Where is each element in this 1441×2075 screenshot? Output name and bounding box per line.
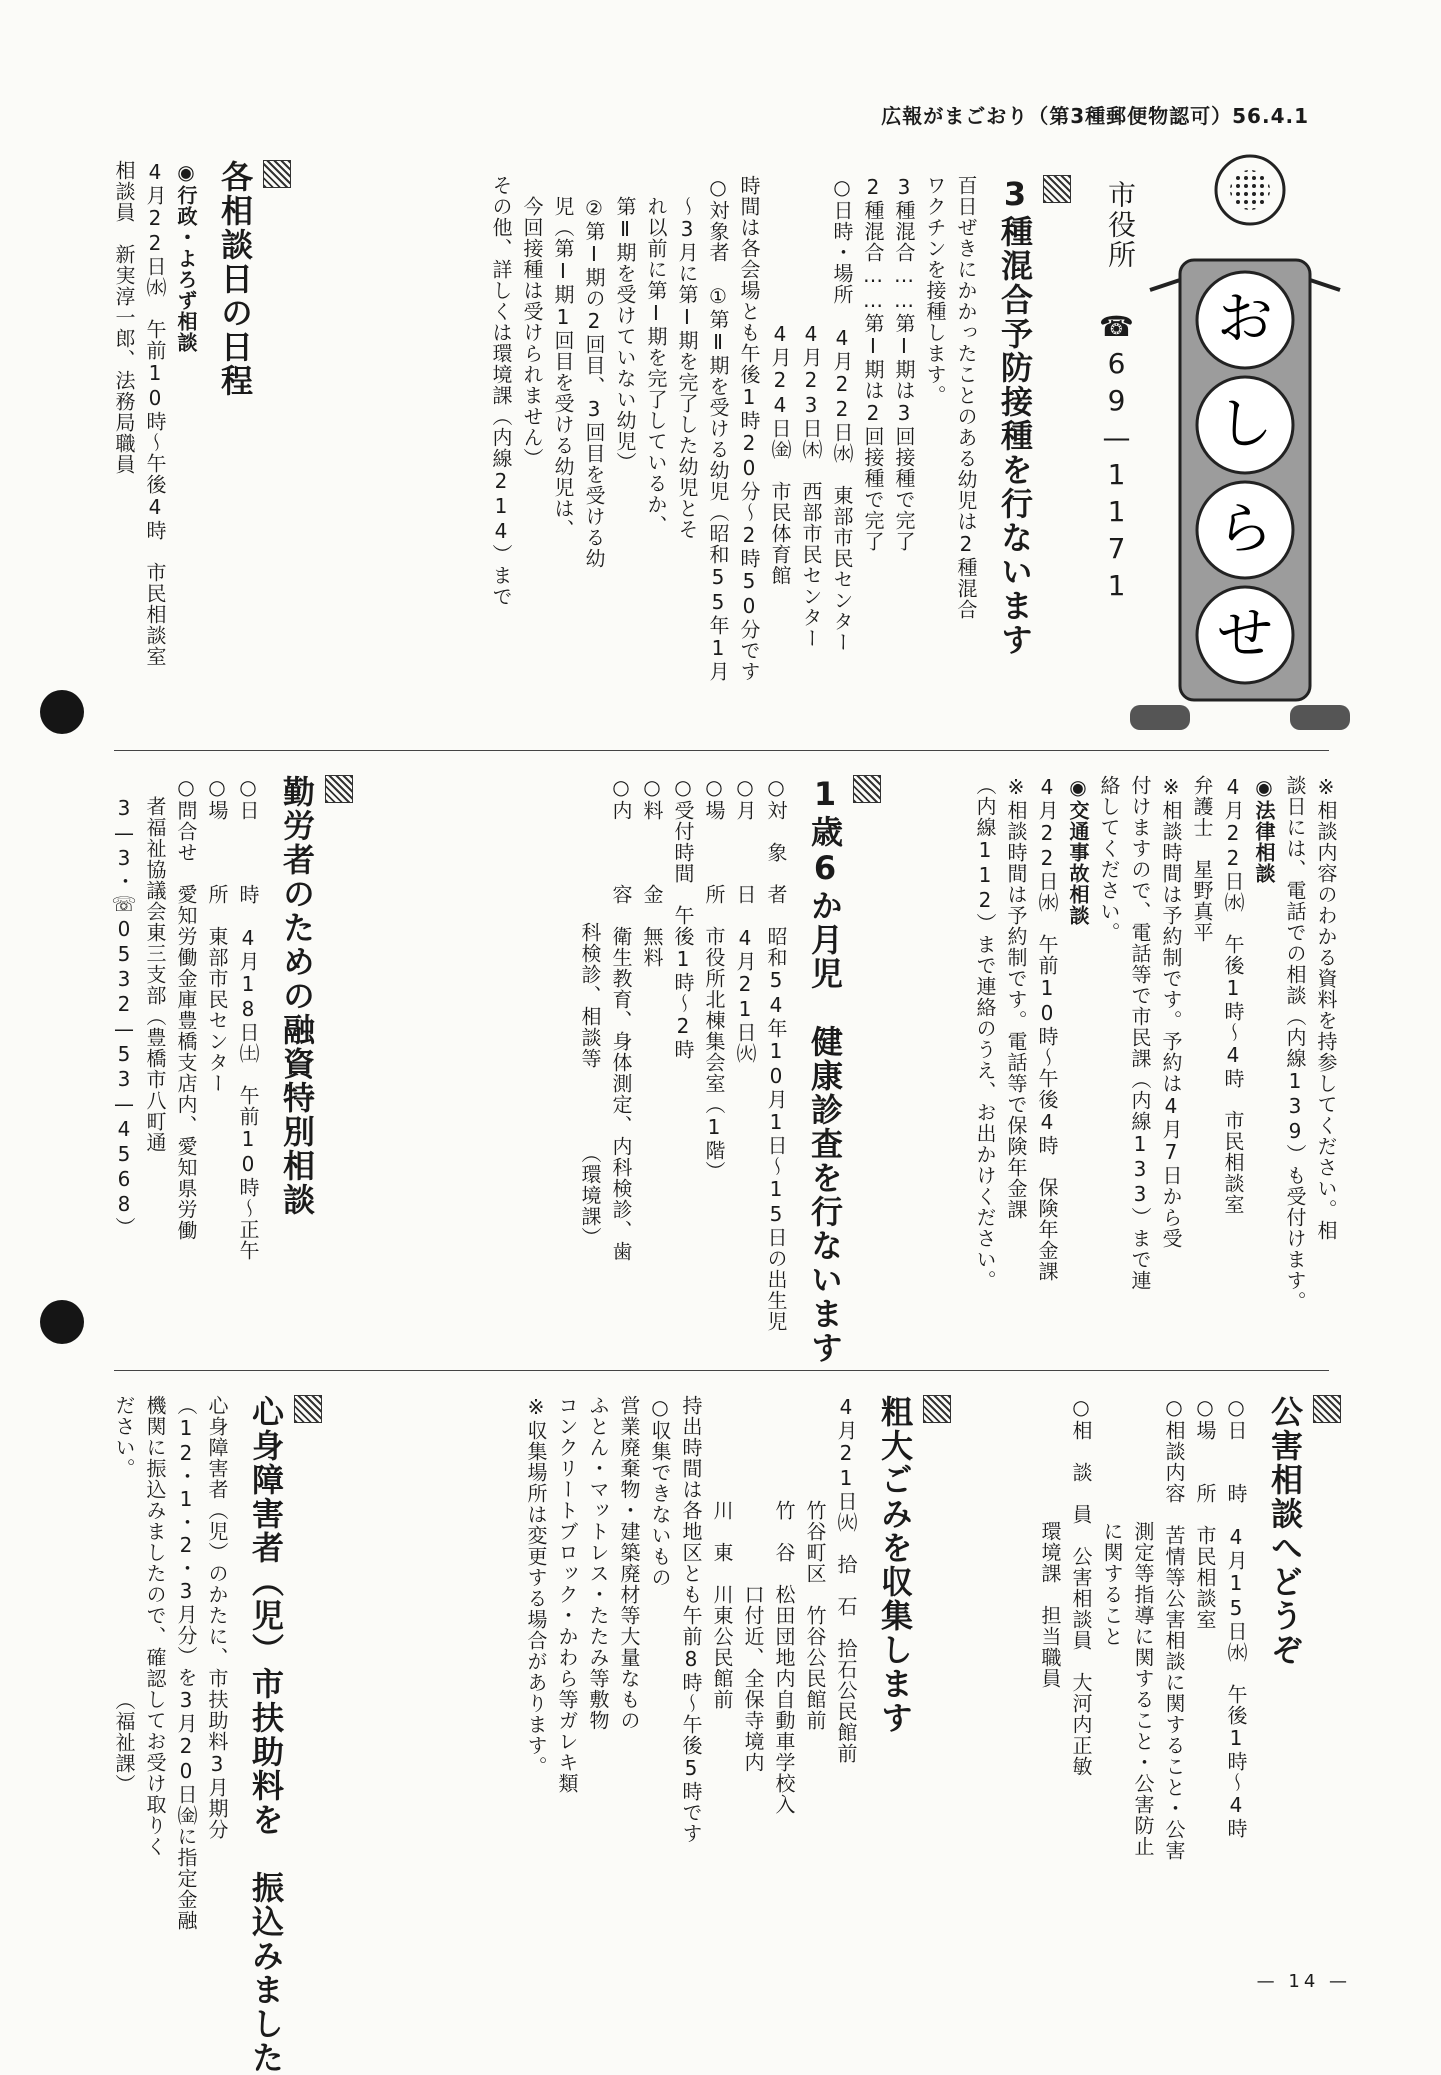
city-office-tel: ☎69—1171 [1100,310,1133,606]
binding-hole [40,690,84,734]
pollution-title: 公害相談へどうぞ [1266,1395,1304,1667]
pollution-section: 公害相談へどうぞ ○日 時 4月15日㈬ 午後1時～4時 ○場 所 市民相談室 ○相談内容 苦情等公害相談に関すること・公害 測定等指導に関すること・公害防止 に関すること ○相 談 員 公害相談員 大河内正敏 環境課 担当職員 [1034,1395,1341,1861]
oshirase-char-1: お [1217,287,1273,352]
page-number: — 14 — [1256,1971,1351,1992]
loan-section: 勤労者のための融資特別相談 ○日 時 4月18日㈯ 午前10時～正午 ○場 所 東部市民センター ○問合せ 愛知労働金庫豊橋支店内、愛知県労働 者福祉協議会東三支部（豊橋市八町通 3—3・☏0532—53—4568） [108,775,353,1261]
hatch-icon [325,775,353,803]
hatch-icon [1313,1395,1341,1423]
garbage-title: 粗大ごみを収集します [876,1395,914,1735]
consult-schedule-title: 各相談日の日程 [216,160,254,398]
page-header: 広報がまごおり（第3種郵便物認可）56.4.1 [881,104,1309,128]
divider [114,1370,1329,1371]
oshirase-char-2: し [1217,392,1273,457]
vaccination-section [485,175,1071,682]
loan-title: 勤労者のための融資特別相談 [278,775,316,1217]
vaccination-body: 百日ぜきにかかったことのある幼児は2種混合 ワクチンを接種します。 3種混合……第Ⅰ期は3回接種で完了 2種混合……第Ⅰ期は2回接種で完了 ○日時・場所 4月22日㈬ 東部市民センター 4月23日㈭ 西部市民センター 4月24日㈮ 市民体育館 時間は各会場とも午後1時20分～2時50分です ○対象者 ①第Ⅱ期を受ける幼児（昭和55年1月 ～3月に第Ⅰ期を完了した幼児とそ れ以前に第Ⅰ期を完了しているか、 第Ⅱ期を受けていない幼児） ②第Ⅰ期の2回目、3回目を受ける幼 児（第Ⅰ期1回目を受ける幼児は、 今回接種は受けられません） その他、詳しくは環境課（内線214）まで [489,175,978,682]
hatch-icon [263,160,291,188]
hatch-icon [1043,175,1071,203]
oshirase-char-4: せ [1217,602,1273,667]
vaccination-title: 3種混合予防接種を行ないます [996,175,1034,657]
city-office-label: 市役所 [1104,180,1137,270]
consult-notes-section: ※相談内容のわかる資料を持参してください。相 談日には、電話での相談（内線139）も受付けます。 ◉法律相談 4月22日㈬ 午後1時～4時 市民相談室 弁護士 星野真平 ※相談時間は予約制です。予約は4月7日から受 付けますので、電話等で市民課（内線133）まで連 絡してください。 ◉交通事故相談 4月22日㈬ 午前10時～午後4時 保険年金課 ※相談時間は予約制です。電話等で保険年金課 （内線112）まで連絡のうえ、お出かけください。 [973,775,1338,1312]
garbage-section: 粗大ごみを収集します 4月21日㈫ 拾 石 拾石公民館前 竹谷町区 竹谷公民館前 竹 谷 松田団地内自動車学校入 口付近、全保寺境内 川 東 川東公民館前 持出時間は各地区とも午前8時～午後5時です ○収集できないもの 営業廃棄物・建築廃材等大量なもの ふとん・マットレス・たたみ等敷物 コンクリートブロック・かわら等ガレキ類 ※収集場所は変更する場合があります。 [520,1395,951,1844]
welfare-title: 心身障害者（児）市扶助料を 振込みました [247,1395,285,2075]
welfare-section: 心身障害者（児）市扶助料を 振込みました 心身障害者（児）のかたに、市扶助料3月期分 （12・1・2・3月分）を3月20日㈮に指定金融 機関に振込みましたので、確認してお受け取りく ださい。 （福祉課） [108,1395,322,2075]
oshirase-char-3: ら [1217,497,1273,562]
consult-schedule-section: 各相談日の日程 ◉行政・よろず相談 4月22日㈬ 午前10時～午後4時 市民相談室 相談員 新実淳一郎、法務局職員 [108,160,291,667]
hatch-icon [923,1395,951,1423]
divider [114,750,1329,751]
binding-hole [40,1300,84,1344]
hatch-icon [853,775,881,803]
checkup-title: 1歳6か月児 健康診査を行ないます [806,775,844,1365]
hatch-icon [294,1395,322,1423]
checkup-section: 1歳6か月児 健康診査を行ないます ○対 象 者 昭和54年10月1日～15日の出生児 ○月 日 4月21日㈫ ○場 所 市役所北棟集会室（1階） ○受付時間 午後1時～2時 ○料 金 無料 ○内 容 衛生教育、身体測定、内科検診、歯 科検診、相談等 （環境課） [574,775,881,1365]
